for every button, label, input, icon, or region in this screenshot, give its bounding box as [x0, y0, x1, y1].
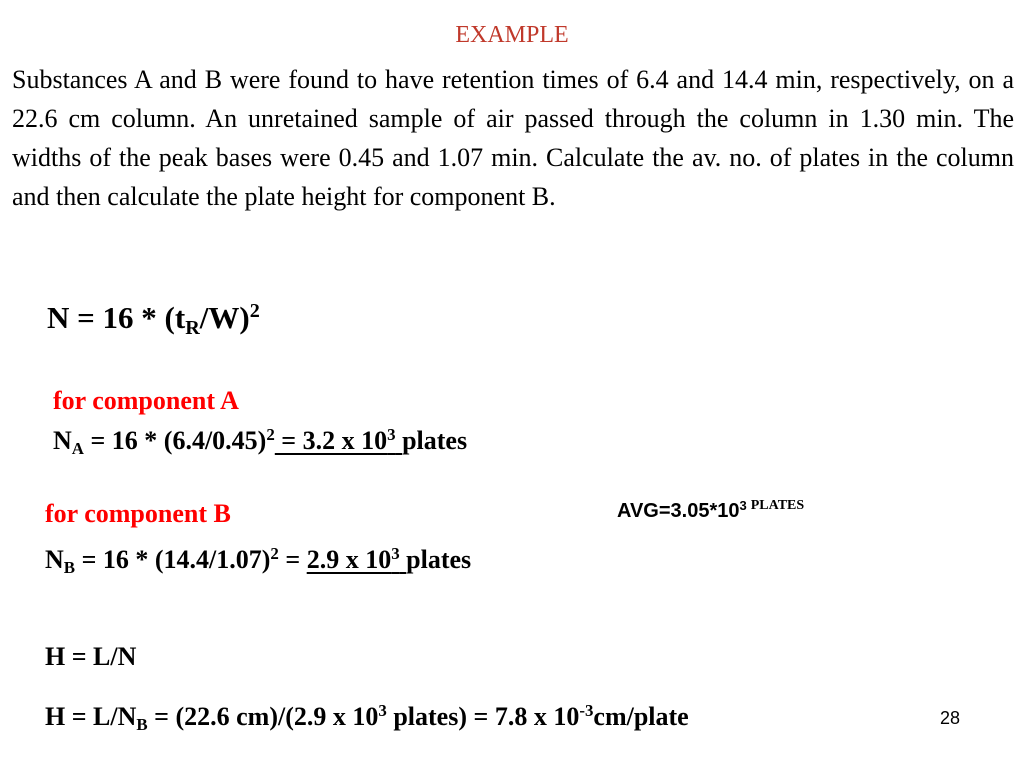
- component-a-expression: = 16 * (6.4/0.45): [83, 426, 267, 455]
- component-b-result-exponent: 3: [391, 543, 400, 563]
- component-b-label: for component B: [45, 499, 231, 528]
- plate-height-mid-2: plates) = 7.8 x 10: [386, 702, 580, 731]
- plate-height-lhs: H = L/N: [45, 702, 137, 731]
- plate-number-formula: [47, 299, 260, 340]
- slide-title: EXAMPLE: [455, 22, 569, 48]
- component-a-subscript: A: [71, 439, 84, 459]
- component-b-result-value: 2.9 x 10: [306, 545, 392, 574]
- component-b-result: [307, 545, 406, 574]
- plate-height-unit: cm/plate: [593, 702, 689, 731]
- plate-height-equation: [45, 700, 689, 735]
- average-unit: PLATES: [750, 498, 805, 513]
- formula-n-rest: /W): [199, 300, 250, 335]
- problem-statement: Substances A and B were found to have retention times of 6.4 and 14.4 min, respectively, on a 22.6 cm column. An unretained sample of air passed through the column in 1.30 min. The widths of the peak bases were 0.45 and 1.07 min. Calculate the av. no. of plates in the column and then calculate the plate height for component B.: [12, 65, 1014, 211]
- component-b-symbol: N: [45, 545, 64, 574]
- page-number: 28: [940, 708, 961, 728]
- component-b-exponent: 2: [270, 543, 279, 563]
- formula-n-lhs: N = 16 * (t: [47, 300, 186, 335]
- average-value: AVG=3.05*10: [617, 500, 740, 522]
- component-a-exponent: 2: [266, 424, 275, 444]
- formula-n-exponent: 2: [249, 299, 260, 322]
- plate-height-exponent-2: -3: [579, 700, 594, 720]
- component-b-expression: = 16 * (14.4/1.07): [75, 545, 271, 574]
- component-b-subscript: B: [63, 558, 76, 578]
- component-b-equation: [45, 543, 472, 578]
- average-plates-note: [617, 497, 805, 523]
- average-exponent: 3: [739, 497, 747, 513]
- component-b-unit: plates: [406, 545, 472, 574]
- component-a-unit: plates: [402, 426, 468, 455]
- component-b-equals: =: [278, 545, 307, 574]
- component-a-result-value: = 3.2 x 10: [274, 426, 388, 455]
- plate-height-exponent-1: 3: [378, 700, 387, 720]
- formula-n-subscript: R: [185, 317, 200, 340]
- plate-height-mid: = (22.6 cm)/(2.9 x 10: [147, 702, 379, 731]
- component-a-symbol: N: [53, 426, 72, 455]
- component-a-result: [275, 426, 402, 455]
- component-a-result-exponent: 3: [387, 424, 396, 444]
- plate-height-subscript: B: [136, 715, 148, 735]
- component-a-equation: [53, 424, 468, 459]
- plate-height-formula: H = L/N: [45, 642, 137, 671]
- component-a-label: for component A: [53, 386, 239, 415]
